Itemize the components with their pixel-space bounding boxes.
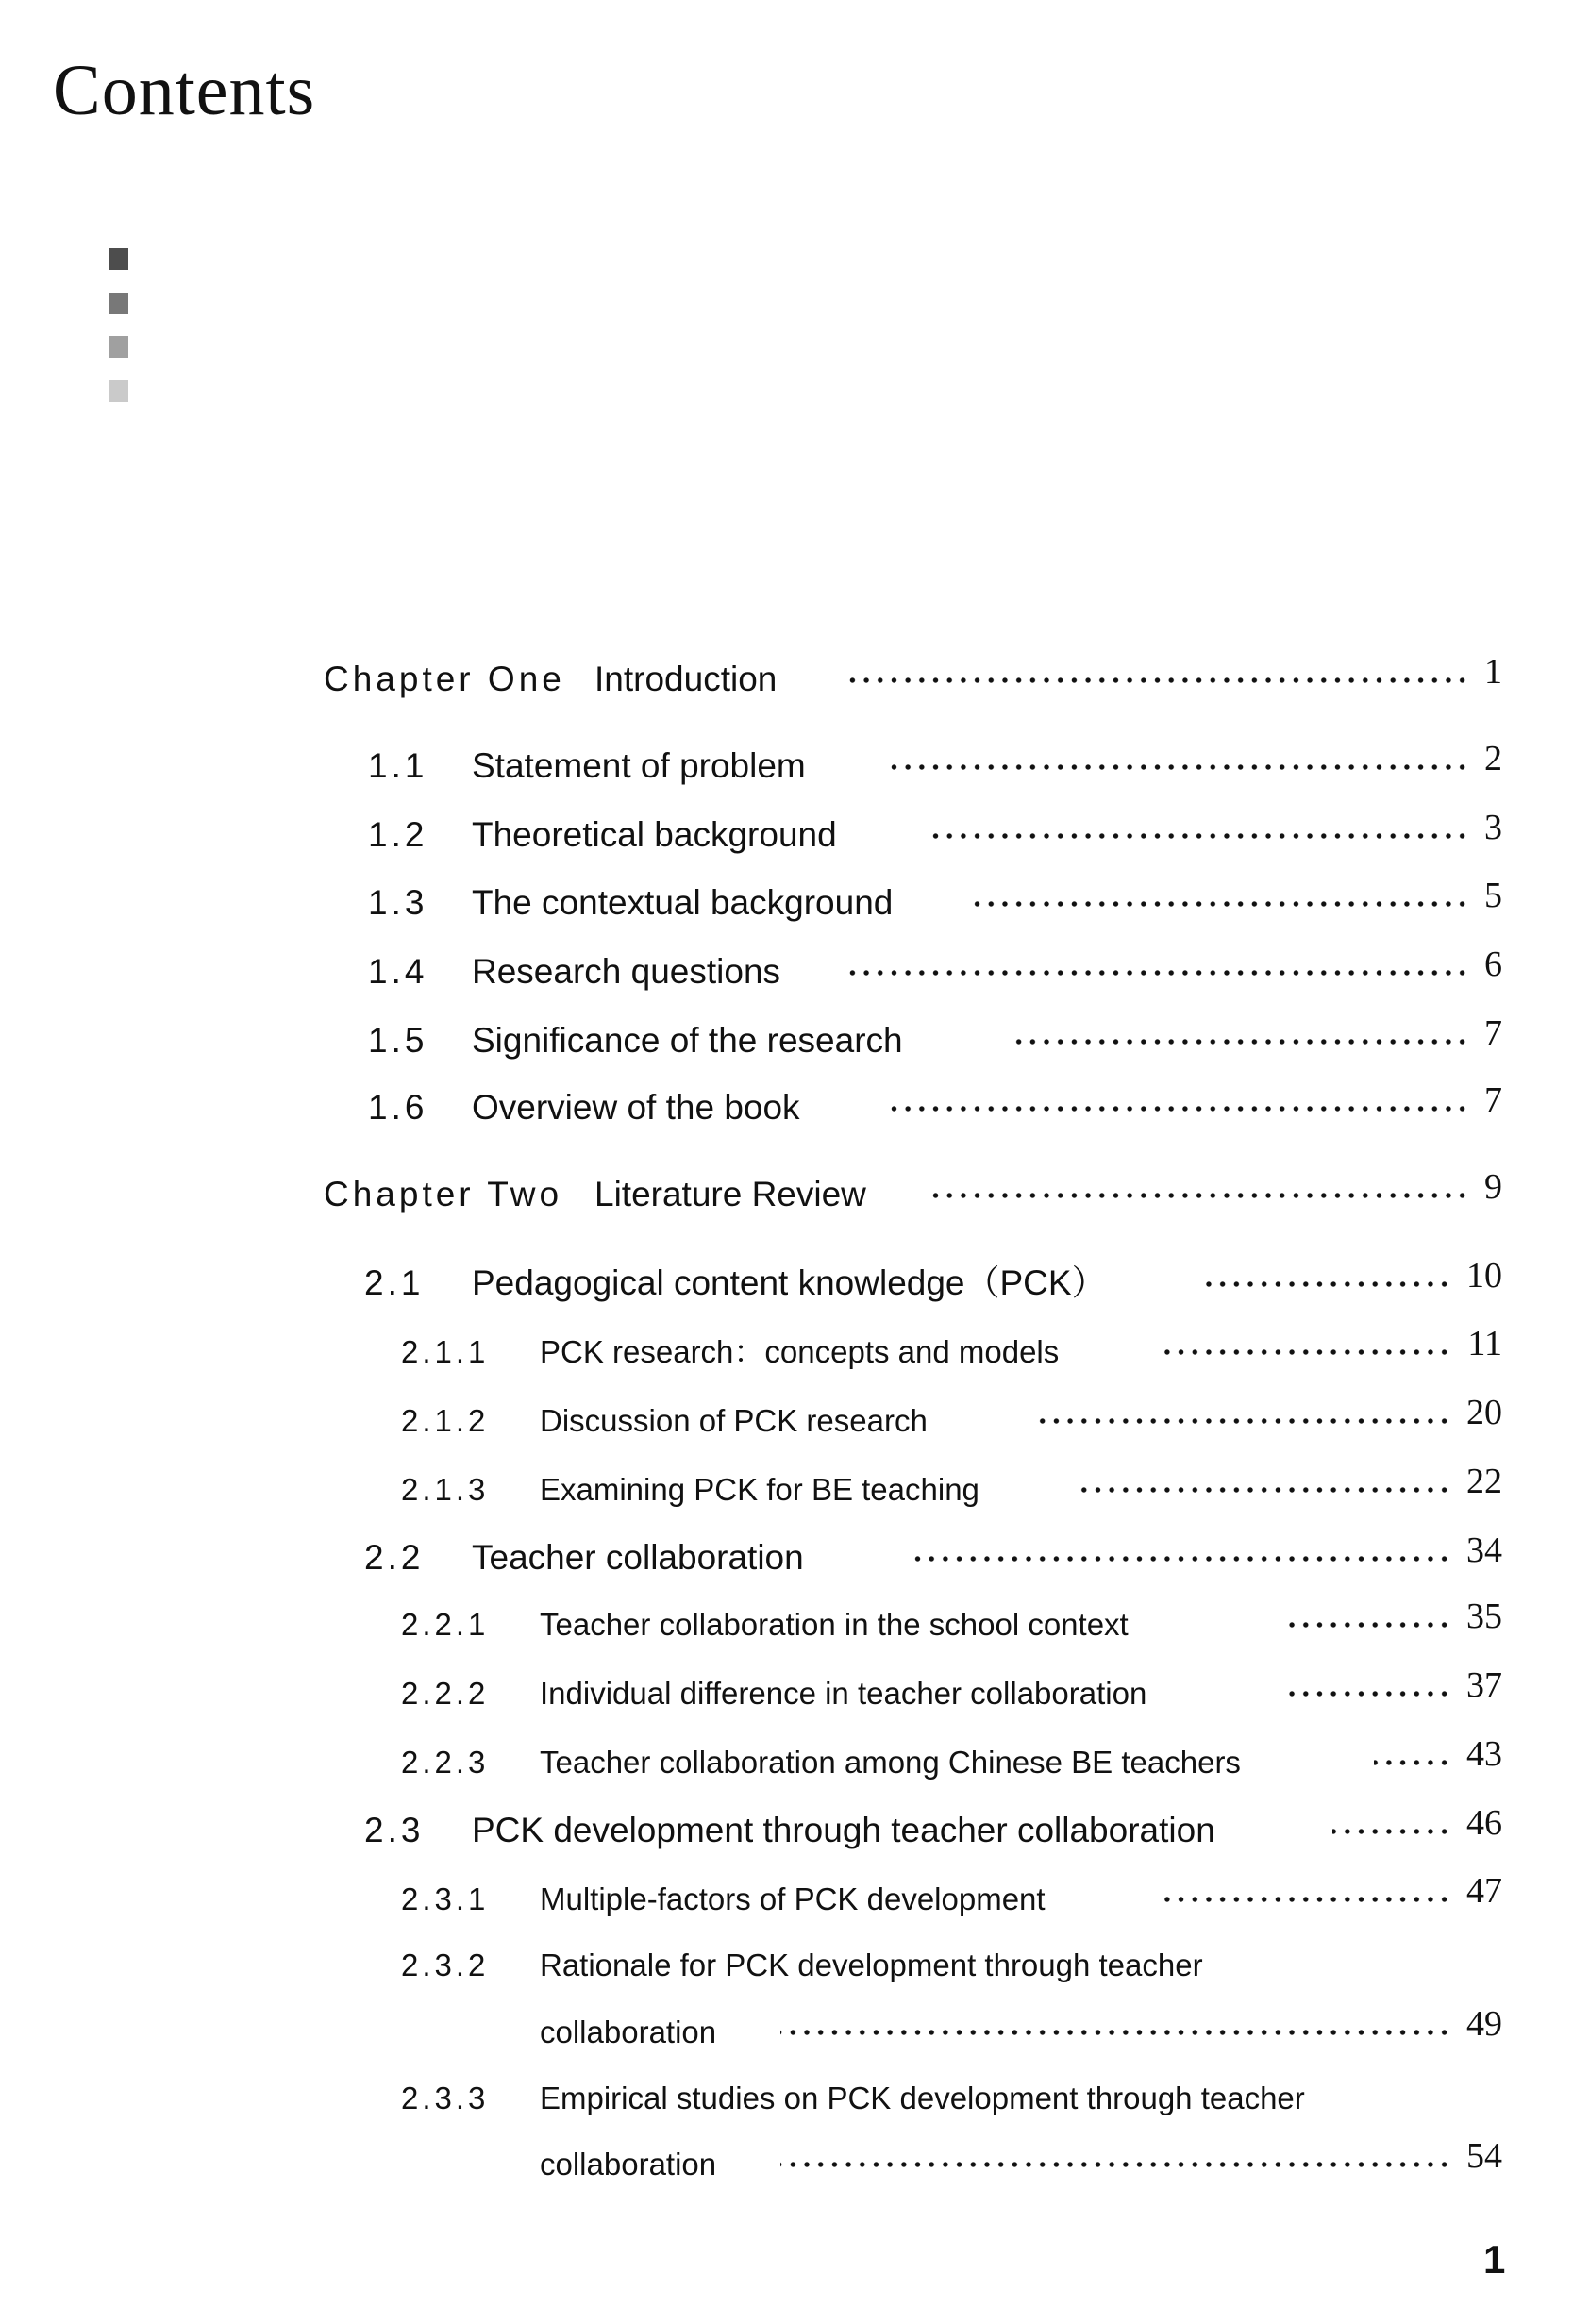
toc-entry[interactable]	[0, 1011, 1573, 1058]
toc-entry-page-number: 34	[1466, 1530, 1502, 1570]
toc-entry-number: 2.2.2	[401, 1676, 490, 1711]
dot-leader	[887, 1106, 1469, 1112]
toc-entry-page-number: 7	[1484, 1013, 1502, 1053]
toc-entry-page-number: 5	[1484, 876, 1502, 915]
toc-entry-page-number: 7	[1484, 1080, 1502, 1120]
page-title: Contents	[53, 51, 316, 130]
toc-entry-number: 1.1	[368, 746, 428, 785]
dot-leader	[1014, 1039, 1469, 1045]
toc-entry[interactable]	[0, 1933, 1573, 1981]
toc-entry-title: Literature Review	[594, 1175, 866, 1213]
toc-entry-page-number: 3	[1484, 808, 1502, 847]
toc-entry-page-number: 22	[1466, 1462, 1502, 1501]
toc-entry[interactable]	[0, 873, 1573, 920]
toc-entry-number: 2.2.1	[401, 1607, 490, 1642]
toc-entry-title: collaboration	[540, 2147, 717, 2182]
toc-entry-page-number: 9	[1484, 1167, 1502, 1207]
toc-entry-title: Rationale for PCK development through teacher	[540, 1948, 1203, 1982]
toc-chapter-entry[interactable]	[0, 649, 1573, 696]
dot-leader	[1163, 1349, 1451, 1355]
footer-page-number: 1	[1483, 2237, 1506, 2282]
toc-entry-title: Teacher collaboration	[472, 1538, 804, 1577]
toc-entry-title: Significance of the research	[472, 1021, 903, 1060]
toc-entry[interactable]	[0, 1078, 1573, 1125]
toc-entry-title: The contextual background	[472, 883, 894, 922]
toc-entry-title: Empirical studies on PCK development through teacher	[540, 2081, 1305, 2115]
toc-entry-page-number: 20	[1466, 1393, 1502, 1432]
toc-entry[interactable]	[0, 1253, 1573, 1300]
toc-entry[interactable]	[0, 942, 1573, 989]
toc-chapter-entry[interactable]	[0, 1164, 1573, 1212]
toc-entry-number: 2.3.1	[401, 1881, 490, 1916]
toc-entry-page-number: 2	[1484, 739, 1502, 778]
toc-entry-page-number: 54	[1466, 2136, 1502, 2176]
toc-entry-number: 1.4	[368, 952, 428, 991]
dot-leader	[780, 2162, 1451, 2167]
toc-entry-number: 2.3.3	[401, 2081, 490, 2115]
dot-leader	[1374, 1760, 1451, 1765]
toc-entry[interactable]	[0, 1528, 1573, 1575]
toc-entry[interactable]	[0, 1867, 1573, 1914]
toc-entry[interactable]	[0, 1389, 1573, 1436]
toc-entry-number: 1.3	[368, 883, 428, 922]
toc-entry-page-number: 43	[1466, 1734, 1502, 1774]
toc-entry-page-number: 37	[1466, 1665, 1502, 1705]
toc-entry-number: Chapter One	[324, 660, 565, 698]
toc-entry[interactable]	[0, 1593, 1573, 1640]
dot-leader	[908, 1556, 1451, 1562]
toc-entry-title: PCK research：concepts and models	[540, 1334, 1060, 1369]
dot-leader	[1206, 1281, 1451, 1287]
dot-leader	[780, 2030, 1451, 2035]
dot-leader	[1332, 1829, 1451, 1834]
toc-entry-page-number: 35	[1466, 1597, 1502, 1636]
toc-entry-number: 2.1	[364, 1263, 425, 1302]
toc-entry[interactable]	[0, 1320, 1573, 1367]
toc-entry-page-number: 10	[1466, 1256, 1502, 1296]
dot-leader	[1289, 1622, 1451, 1628]
toc-entry[interactable]	[0, 1730, 1573, 1778]
dot-leader	[929, 1193, 1469, 1198]
toc-entry-number: 1.5	[368, 1021, 428, 1060]
dot-leader	[1034, 1418, 1451, 1424]
toc-entry-page-number: 1	[1484, 652, 1502, 692]
square-bullet-icon	[109, 336, 128, 358]
toc-entry[interactable]	[0, 2000, 1573, 2048]
toc-entry-title: Research questions	[472, 952, 781, 991]
toc-entry-title: Individual difference in teacher collaboration	[540, 1676, 1147, 1711]
toc-entry-title: Teacher collaboration among Chinese BE teachers	[540, 1745, 1241, 1780]
toc-entry-number: 2.3	[364, 1811, 425, 1849]
toc-entry[interactable]	[0, 1458, 1573, 1505]
toc-entry[interactable]	[0, 736, 1573, 783]
toc-entry-page-number: 6	[1484, 945, 1502, 984]
toc-entry-title: Theoretical background	[472, 815, 837, 854]
toc-entry-number: 2.1.1	[401, 1334, 490, 1369]
dot-leader	[1163, 1897, 1451, 1902]
dot-leader	[1289, 1691, 1451, 1697]
dot-leader	[844, 677, 1469, 683]
toc-entry-title: Statement of problem	[472, 746, 806, 785]
toc-entry-number: 2.2.3	[401, 1745, 490, 1780]
toc-entry-title: Examining PCK for BE teaching	[540, 1472, 979, 1507]
toc-entry-number: Chapter Two	[324, 1175, 563, 1213]
toc-entry-number: 2.1.3	[401, 1472, 490, 1507]
toc-entry-page-number: 47	[1466, 1871, 1502, 1911]
toc-entry-title: Pedagogical content knowledge（PCK）	[472, 1263, 1107, 1302]
toc-entry[interactable]	[0, 1800, 1573, 1847]
toc-entry[interactable]	[0, 2066, 1573, 2114]
dot-leader	[1078, 1487, 1451, 1493]
toc-entry-number: 1.2	[368, 815, 428, 854]
toc-entry-title: Multiple-factors of PCK development	[540, 1881, 1046, 1916]
square-bullet-icon	[109, 380, 128, 402]
toc-entry[interactable]	[0, 1662, 1573, 1709]
dot-leader	[844, 970, 1469, 976]
toc-entry-title: collaboration	[540, 2015, 717, 2049]
toc-entry-title: Introduction	[594, 660, 778, 698]
toc-entry-number: 2.3.2	[401, 1948, 490, 1982]
toc-entry[interactable]	[0, 2132, 1573, 2180]
toc-entry-page-number: 49	[1466, 2004, 1502, 2044]
toc-entry-number: 2.2	[364, 1538, 425, 1577]
dot-leader	[929, 833, 1469, 839]
toc-entry-page-number: 46	[1466, 1803, 1502, 1843]
toc-entry-title: Overview of the book	[472, 1088, 800, 1127]
toc-entry-title: PCK development through teacher collaboration	[472, 1811, 1215, 1849]
toc-entry-page-number: 11	[1467, 1324, 1502, 1363]
toc-entry-number: 1.6	[368, 1088, 428, 1127]
toc-entry-title: Teacher collaboration in the school context	[540, 1607, 1129, 1642]
square-bullet-icon	[109, 248, 128, 270]
square-bullet-icon	[109, 293, 128, 314]
toc-entry[interactable]	[0, 805, 1573, 852]
dot-leader	[973, 901, 1469, 907]
toc-entry-title: Discussion of PCK research	[540, 1403, 928, 1438]
dot-leader	[887, 764, 1469, 770]
toc-entry-number: 2.1.2	[401, 1403, 490, 1438]
